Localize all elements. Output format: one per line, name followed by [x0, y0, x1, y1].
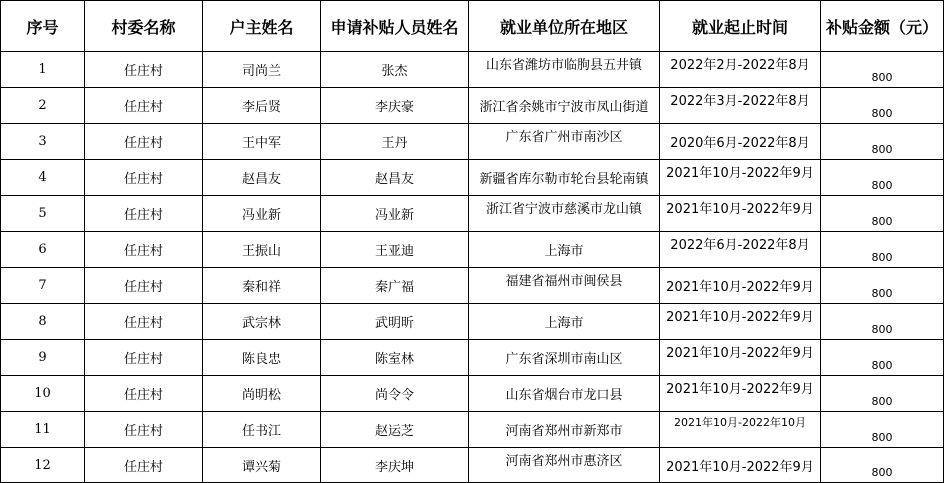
header-applicant: 申请补贴人员姓名 [321, 1, 469, 52]
cell-amount: 800 [821, 376, 944, 412]
cell-village: 任庄村 [85, 304, 203, 340]
cell-householder: 赵昌友 [203, 160, 321, 196]
cell-region: 福建省福州市闽侯县 [469, 268, 660, 304]
cell-region: 山东省烟台市龙口县 [469, 376, 660, 412]
cell-householder: 武宗林 [203, 304, 321, 340]
cell-householder: 司尚兰 [203, 52, 321, 88]
cell-householder: 尚明松 [203, 376, 321, 412]
cell-applicant: 尚令令 [321, 376, 469, 412]
cell-village: 任庄村 [85, 88, 203, 124]
cell-serial: 1 [1, 52, 85, 88]
table-row [1, 304, 944, 340]
cell-householder: 秦和祥 [203, 268, 321, 304]
table-row [1, 376, 944, 412]
cell-householder: 冯业新 [203, 196, 321, 232]
cell-period: 2021年10月-2022年9月 [660, 340, 821, 376]
cell-applicant: 张杰 [321, 52, 469, 88]
cell-amount: 800 [821, 160, 944, 196]
header-amount: 补贴金额（元） [821, 1, 944, 52]
header-serial: 序号 [1, 1, 85, 52]
header-row [1, 1, 944, 52]
cell-region: 新疆省库尔勒市轮台县轮南镇 [469, 160, 660, 196]
table-row [1, 268, 944, 304]
cell-period: 2021年10月-2022年9月 [660, 448, 821, 483]
cell-amount: 800 [821, 232, 944, 268]
cell-applicant: 李庆坤 [321, 448, 469, 483]
cell-region: 浙江省余姚市宁波市凤山街道 [469, 88, 660, 124]
cell-village: 任庄村 [85, 196, 203, 232]
cell-amount: 800 [821, 304, 944, 340]
cell-applicant: 李庆豪 [321, 88, 469, 124]
cell-householder: 王振山 [203, 232, 321, 268]
cell-region: 浙江省宁波市慈溪市龙山镇 [469, 196, 660, 232]
cell-village: 任庄村 [85, 124, 203, 160]
cell-village: 任庄村 [85, 160, 203, 196]
cell-village: 任庄村 [85, 448, 203, 483]
cell-amount: 800 [821, 268, 944, 304]
cell-applicant: 冯业新 [321, 196, 469, 232]
cell-region: 河南省郑州市新郑市 [469, 412, 660, 448]
cell-amount: 800 [821, 412, 944, 448]
cell-region: 河南省郑州市惠济区 [469, 448, 660, 483]
cell-householder: 李后贤 [203, 88, 321, 124]
cell-amount: 800 [821, 52, 944, 88]
cell-period: 2022年3月-2022年8月 [660, 88, 821, 124]
cell-serial: 10 [1, 376, 85, 412]
cell-applicant: 陈室林 [321, 340, 469, 376]
table-row [1, 52, 944, 88]
cell-applicant: 王亚迪 [321, 232, 469, 268]
cell-amount: 800 [821, 448, 944, 483]
cell-period: 2022年6月-2022年8月 [660, 232, 821, 268]
cell-serial: 6 [1, 232, 85, 268]
cell-period: 2021年10月-2022年9月 [660, 376, 821, 412]
cell-village: 任庄村 [85, 412, 203, 448]
cell-period: 2021年10月-2022年9月 [660, 196, 821, 232]
cell-region: 上海市 [469, 232, 660, 268]
cell-applicant: 赵昌友 [321, 160, 469, 196]
cell-serial: 7 [1, 268, 85, 304]
header-region: 就业单位所在地区 [469, 1, 660, 52]
cell-village: 任庄村 [85, 376, 203, 412]
cell-period: 2021年10月-2022年9月 [660, 304, 821, 340]
cell-amount: 800 [821, 124, 944, 160]
cell-region: 广东省深圳市南山区 [469, 340, 660, 376]
cell-region: 山东省潍坊市临朐县五井镇 [469, 52, 660, 88]
cell-period: 2021年10月-2022年9月 [660, 160, 821, 196]
cell-amount: 800 [821, 196, 944, 232]
cell-period: 2020年6月-2022年8月 [660, 124, 821, 160]
table-row [1, 160, 944, 196]
cell-householder: 王中军 [203, 124, 321, 160]
cell-period: 2021年10月-2022年10月 [660, 412, 821, 448]
header-period: 就业起止时间 [660, 1, 821, 52]
table-row [1, 124, 944, 160]
table-row [1, 412, 944, 448]
cell-serial: 9 [1, 340, 85, 376]
cell-applicant: 秦广福 [321, 268, 469, 304]
cell-serial: 3 [1, 124, 85, 160]
table-row [1, 340, 944, 376]
cell-serial: 8 [1, 304, 85, 340]
cell-village: 任庄村 [85, 340, 203, 376]
cell-village: 任庄村 [85, 268, 203, 304]
cell-householder: 陈良忠 [203, 340, 321, 376]
table-row [1, 88, 944, 124]
cell-householder: 任书江 [203, 412, 321, 448]
cell-amount: 800 [821, 88, 944, 124]
cell-applicant: 王丹 [321, 124, 469, 160]
cell-village: 任庄村 [85, 232, 203, 268]
table-row [1, 196, 944, 232]
cell-householder: 谭兴菊 [203, 448, 321, 483]
table-row [1, 448, 944, 483]
cell-applicant: 赵运芝 [321, 412, 469, 448]
cell-period: 2021年10月-2022年9月 [660, 268, 821, 304]
cell-region: 上海市 [469, 304, 660, 340]
cell-serial: 4 [1, 160, 85, 196]
header-village: 村委名称 [85, 1, 203, 52]
cell-period: 2022年2月-2022年8月 [660, 52, 821, 88]
cell-amount: 800 [821, 340, 944, 376]
cell-serial: 2 [1, 88, 85, 124]
cell-serial: 12 [1, 448, 85, 483]
header-householder: 户主姓名 [203, 1, 321, 52]
cell-serial: 11 [1, 412, 85, 448]
cell-village: 任庄村 [85, 52, 203, 88]
cell-region: 广东省广州市南沙区 [469, 124, 660, 160]
cell-serial: 5 [1, 196, 85, 232]
cell-applicant: 武明昕 [321, 304, 469, 340]
table-row [1, 232, 944, 268]
